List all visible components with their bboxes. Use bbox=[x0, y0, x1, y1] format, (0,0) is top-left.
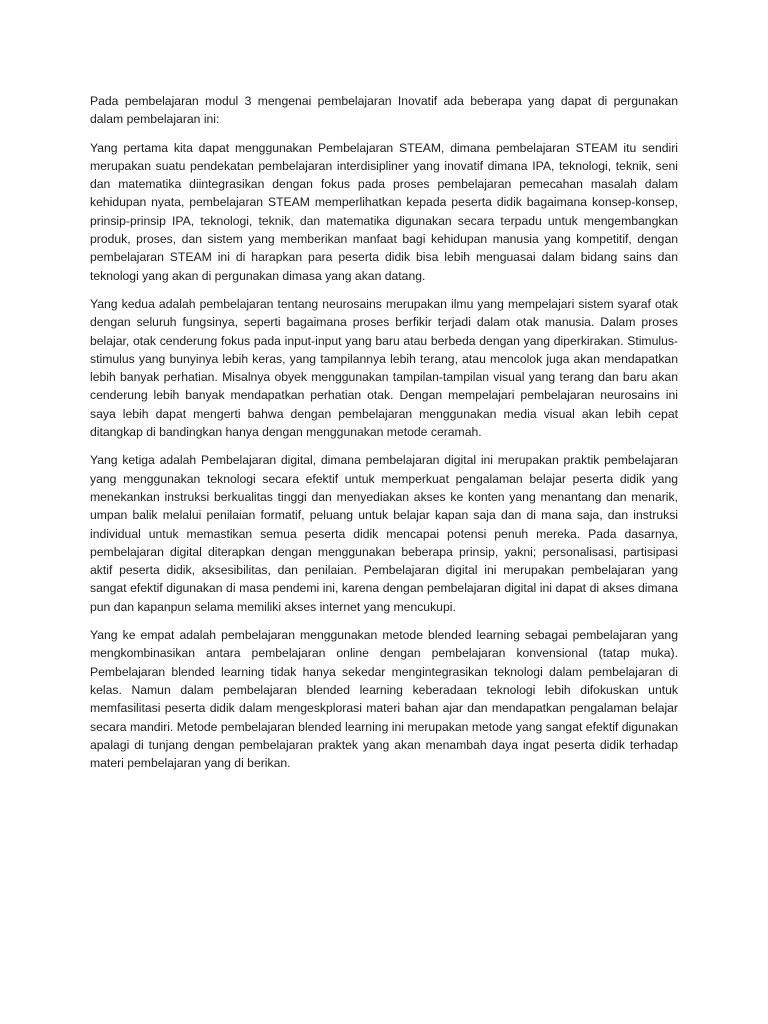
document-page bbox=[90, 92, 678, 782]
intro-paragraph: Pada pembelajaran modul 3 mengenai pembelajaran Inovatif ada beberapa yang dapat di pergunakan dalam pembelajaran ini: bbox=[90, 94, 678, 127]
paragraph-steam: Yang pertama kita dapat menggunakan Pembelajaran STEAM, dimana pembelajaran STEAM itu sendiri merupakan suatu pendekatan pembelajaran interdisipliner yang inovatif dimana IPA, teknologi, teknik, seni dan matematika diintegrasikan dengan fokus pada proses pembelajaran pemecahan masalah dalam kehidupan nyata, pembelajaran STEAM memperlihatkan kepada peserta didik bagaimana konsep-konsep, prinsip-prinsip IPA, teknologi, teknik, dan matematika digunakan secara terpadu untuk mengembangkan produk, proses, dan sistem yang memberikan manfaat bagi kehidupan manusia yang kompetitif, dengan pembelajaran STEAM ini di harapkan para peserta didik bisa lebih menguasai dalam bidang sains dan teknologi yang akan di pergunakan dimasa yang akan datang. bbox=[90, 140, 678, 283]
paragraph-digital: Yang ketiga adalah Pembelajaran digital, dimana pembelajaran digital ini merupakan praktik pembelajaran yang menggunakan teknologi secara efektif untuk memperkuat pengalaman belajar peserta didik yang menekankan instruksi berkualitas tinggi dan menyediakan akses ke konten yang menantang dan menarik, umpan balik melalui penilaian formatif, peluang untuk belajar kapan saja dan di mana saja, dan instruksi individual untuk memastikan semua peserta didik mencapai potensi penuh mereka. Pada dasarnya, pembelajaran digital diterapkan dengan menggunakan beberapa prinsip, yakni; personalisasi, partisipasi aktif peserta didik, aksesibilitas, dan penilaian. Pembelajaran digital ini merupakan pembelajaran yang sangat efektif digunakan di masa pendemi ini, karena dengan pembelajaran digital ini dapat di akses dimana pun dan kapanpun selama memiliki akses internet yang mencukupi. bbox=[90, 453, 678, 614]
paragraph-neurosains: Yang kedua adalah pembelajaran tentang neurosains merupakan ilmu yang mempelajari sistem syaraf otak dengan seluruh fungsinya, seperti bagaimana proses berfikir terjadi dalam otak manusia. Dalam proses belajar, otak cenderung fokus pada input-input yang baru atau berbeda dengan yang diperkirakan. Stimulus-stimulus yang bunyinya lebih keras, yang tampilannya lebih terang, atau mencolok juga akan mendapatkan lebih banyak perhatian. Misalnya obyek menggunakan tampilan-tampilan visual yang terang dan baru akan cenderung lebih banyak mendapatkan perhatian otak. Dengan mempelajari pembelajaran neurosains ini saya lebih dapat mengerti bahwa dengan pembelajaran menggunakan media visual akan lebih cepat ditangkap di bandingkan hanya dengan menggunakan metode ceramah. bbox=[90, 296, 678, 440]
paragraph-blended-learning: Yang ke empat adalah pembelajaran menggunakan metode blended learning sebagai pembelajaran yang mengkombinasikan antara pembelajaran online dengan pembelajaran konvensional (tatap muka). Pembelajaran blended learning tidak hanya sekedar mengintegrasikan teknologi dalam pembelajaran di kelas. Namun dalam pembelajaran blended learning keberadaan teknologi lebih difokuskan untuk memfasilitasi peserta didik dalam mengeskplorasi materi bahan ajar dan mendapatkan pengalaman belajar secara mandiri. Metode pembelajaran blended learning ini merupakan metode yang sangat efektif digunakan apalagi di tunjang dengan pembelajaran praktek yang akan menambah daya ingat peserta didik terhadap materi pembelajaran yang di berikan. bbox=[90, 628, 678, 771]
